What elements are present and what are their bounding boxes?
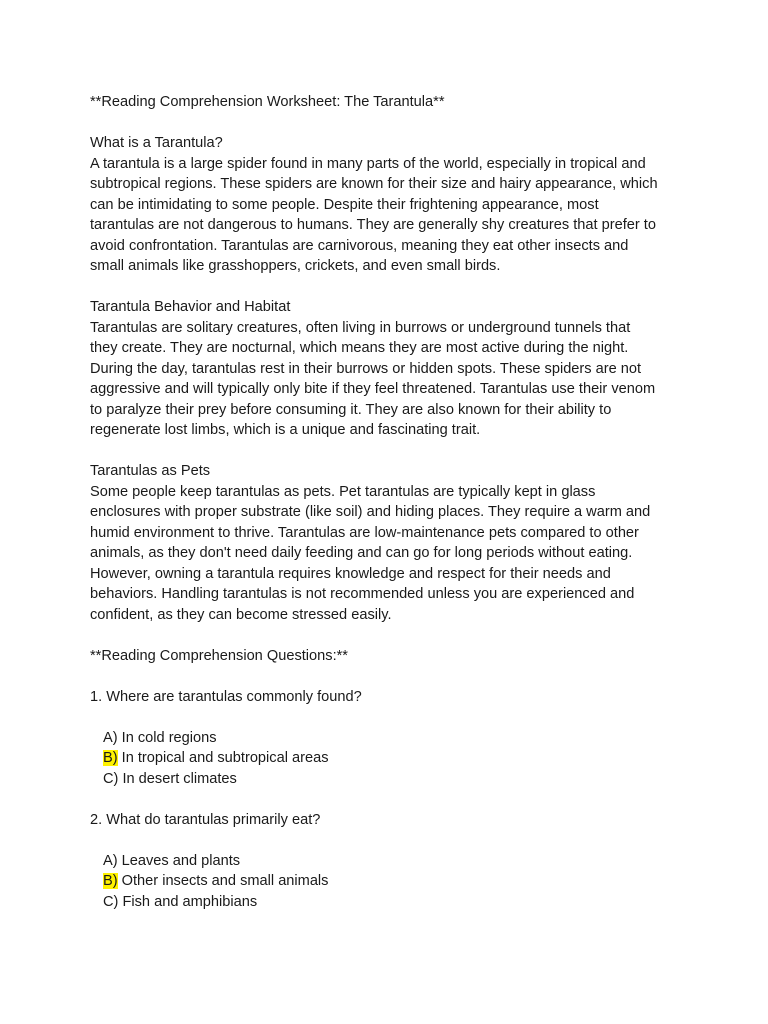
- question-text: 1. Where are tarantulas commonly found?: [90, 688, 362, 705]
- answer-option-a[interactable]: [90, 728, 690, 749]
- answer-option-c[interactable]: [90, 892, 690, 913]
- option-text: Fish and amphibians: [118, 893, 258, 910]
- paragraph-line: tarantulas are not dangerous to humans. They are generally shy creatures that prefer to: [90, 217, 656, 233]
- spacer: [90, 277, 690, 298]
- paragraph-line: However, owning a tarantula requires knowledge and respect for their needs and: [90, 565, 611, 582]
- option-letter: C): [103, 893, 119, 910]
- section-heading: Tarantula Behavior and Habitat: [90, 299, 291, 315]
- questions-heading: **Reading Comprehension Questions:**: [90, 647, 348, 664]
- question-2: [90, 810, 690, 913]
- option-letter: A): [103, 729, 118, 746]
- option-text: In cold regions: [117, 729, 217, 746]
- paragraph-line: Some people keep tarantulas as pets. Pet tarantulas are typically kept in glass: [90, 483, 596, 500]
- paragraph-line: can be intimidating to some people. Despite their frightening appearance, most: [90, 196, 599, 213]
- paragraph-line: subtropical regions. These spiders are known for their size and hairy appearance, which: [90, 176, 658, 192]
- section-heading: Tarantulas as Pets: [90, 463, 211, 479]
- option-text: In tropical and subtropical areas: [117, 750, 329, 766]
- option-text: Other insects and small animals: [117, 873, 329, 889]
- paragraph-line: small animals like grasshoppers, crickets, and even small birds.: [90, 258, 501, 274]
- paragraph-line: enclosures with proper substrate (like soil) and hiding places. They require a warm and: [90, 504, 651, 520]
- paragraph-line: behaviors. Handling tarantulas is not recommended unless you are experienced and: [90, 586, 635, 602]
- paragraph-line: animals, as they don't need daily feeding and can go for long periods without eating.: [90, 545, 633, 561]
- spacer: [90, 830, 690, 851]
- option-letter: C): [103, 770, 119, 787]
- question-text: 2. What do tarantulas primarily eat?: [90, 811, 321, 828]
- option-letter: A): [103, 852, 118, 869]
- paragraph-line: confident, as they can become stressed easily.: [90, 606, 392, 623]
- option-text: In desert climates: [118, 770, 237, 787]
- paragraph-line: they create. They are nocturnal, which means they are most active during the night.: [90, 340, 629, 356]
- spacer: [90, 789, 690, 810]
- paragraph-line: Tarantulas are solitary creatures, often living in burrows or underground tunnels that: [90, 319, 631, 336]
- spacer: [90, 113, 690, 134]
- paragraph-line: humid environment to thrive. Tarantulas are low-maintenance pets compared to other: [90, 524, 639, 541]
- worksheet-title: **Reading Comprehension Worksheet: The Tarantula**: [90, 94, 445, 110]
- worksheet-page: [90, 92, 690, 912]
- paragraph-line: During the day, tarantulas rest in their burrows or hidden spots. These spiders are not: [90, 360, 642, 377]
- answer-option-b[interactable]: [90, 871, 690, 892]
- spacer: [90, 441, 690, 462]
- paragraph-line: regenerate lost limbs, which is a unique and fascinating trait.: [90, 422, 481, 438]
- paragraph-line: to paralyze their prey before consuming it. They are also known for their ability to: [90, 401, 612, 418]
- answer-option-a[interactable]: [90, 851, 690, 872]
- paragraph-line: A tarantula is a large spider found in many parts of the world, especially in tropical and: [90, 155, 646, 172]
- spacer: [90, 707, 690, 728]
- spacer: [90, 625, 690, 646]
- section-tarantulas-as-pets: [90, 461, 690, 625]
- section-what-is-tarantula: [90, 133, 690, 277]
- question-1: [90, 687, 690, 790]
- answer-option-b[interactable]: [90, 748, 690, 769]
- option-text: Leaves and plants: [117, 852, 241, 869]
- section-behavior-habitat: [90, 297, 690, 441]
- option-letter-highlighted: B): [103, 873, 118, 889]
- paragraph-line: aggressive and will typically only bite if they feel threatened. Tarantulas use their venom: [90, 381, 656, 397]
- spacer: [90, 666, 690, 687]
- option-letter-highlighted: B): [103, 750, 118, 766]
- answer-option-c[interactable]: [90, 769, 690, 790]
- section-heading: What is a Tarantula?: [90, 135, 223, 151]
- paragraph-line: avoid confrontation. Tarantulas are carnivorous, meaning they eat other insects and: [90, 237, 629, 254]
